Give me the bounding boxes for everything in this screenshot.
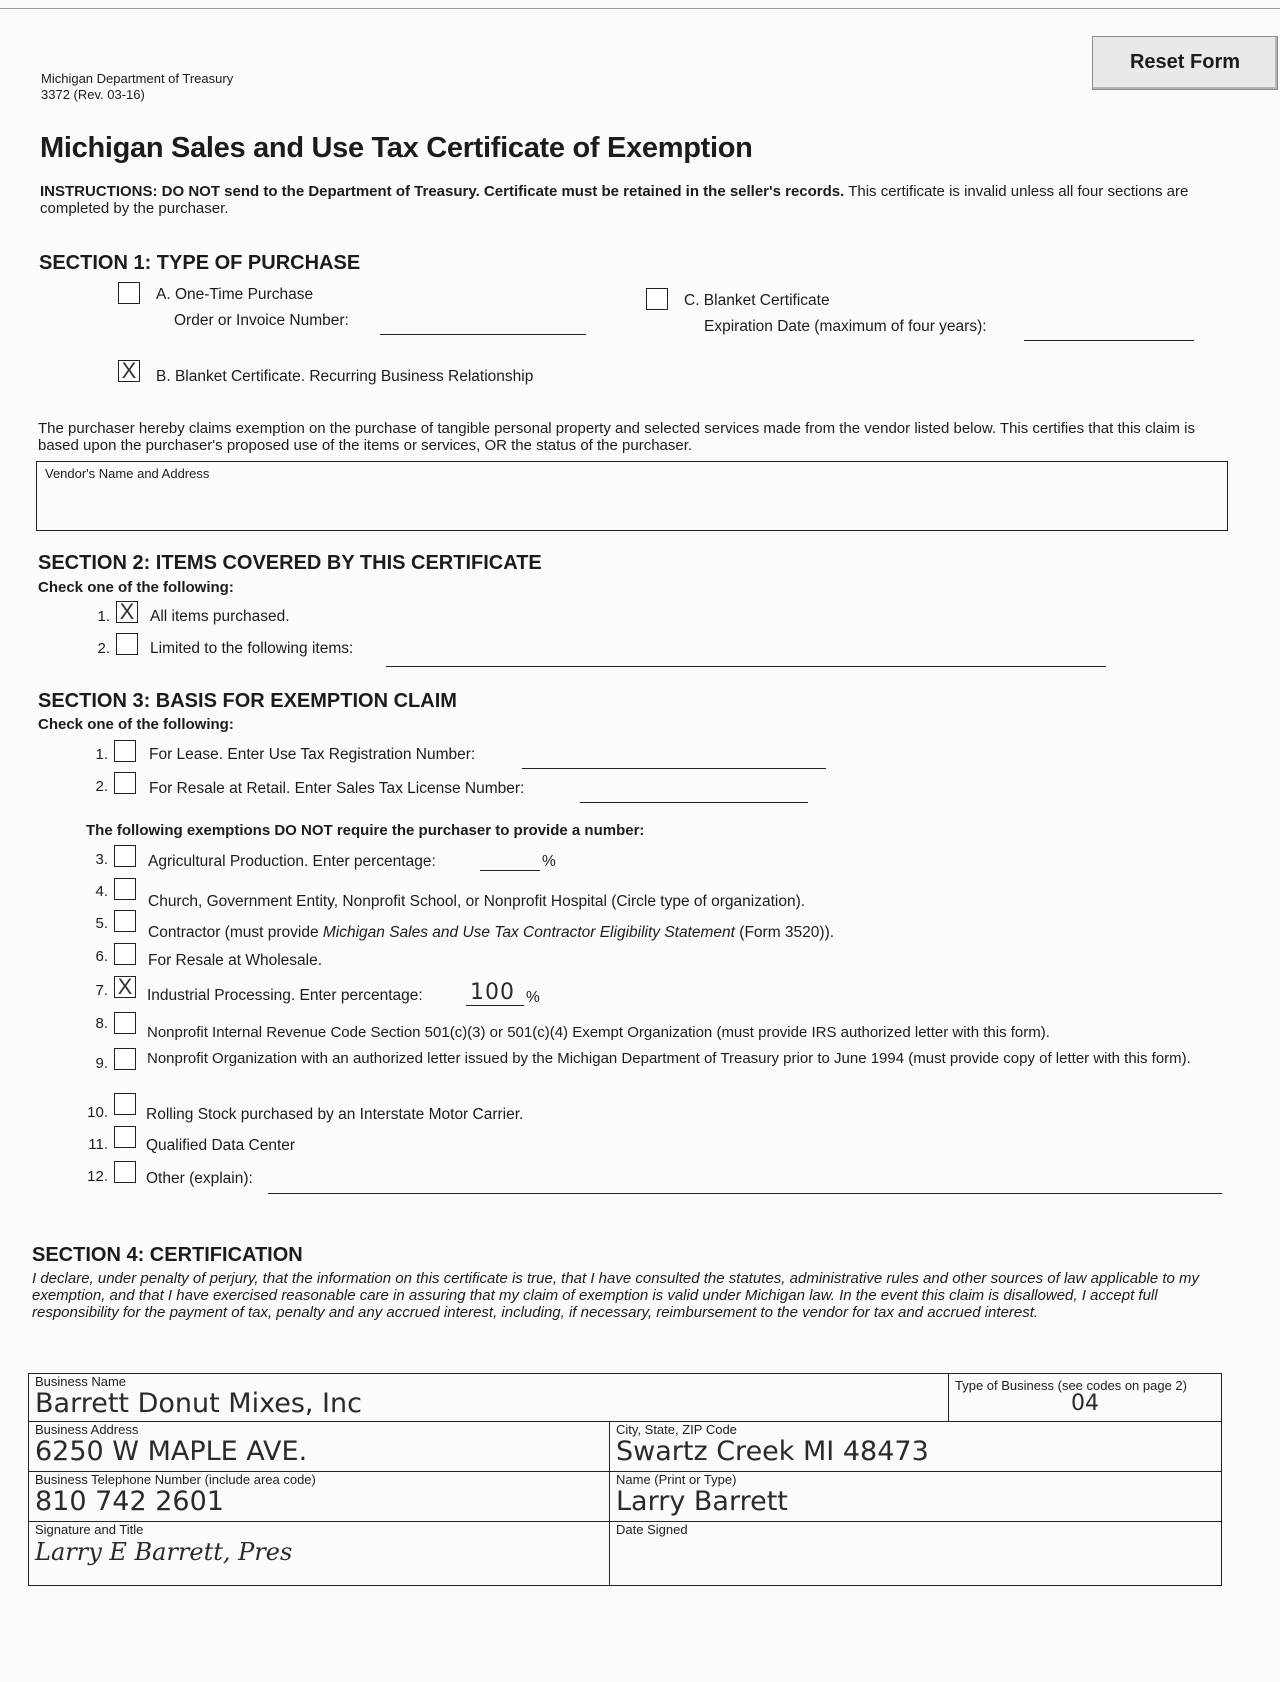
section2-item-number: 2. xyxy=(97,640,110,657)
section3-heading: SECTION 3: BASIS FOR EXEMPTION CLAIM xyxy=(38,690,457,712)
blanket-certificate-b-checkbox[interactable]: X xyxy=(118,360,140,382)
blanket-certificate-c-checkbox[interactable] xyxy=(646,288,668,310)
basis-number: 8. xyxy=(95,1015,108,1032)
business-name-cell[interactable] xyxy=(29,1374,949,1422)
basis-number: 10. xyxy=(87,1104,108,1121)
nonprofit-letter-label: Nonprofit Organization with an authorized letter issued by the Michigan Department of Treasury prior to June 1994 (must provide copy of letter with this form). xyxy=(147,1050,1191,1067)
industrial-percent-value: 100 xyxy=(470,980,515,1005)
basis-number: 5. xyxy=(95,915,108,932)
instructions-bold: INSTRUCTIONS: DO NOT send to the Department of Treasury. Certificate must be retained in the seller's records. xyxy=(40,183,845,200)
contractor-text: Contractor (must provide xyxy=(148,924,323,941)
all-items-checkbox[interactable]: X xyxy=(116,601,138,623)
business-name-value: Barrett Donut Mixes, Inc xyxy=(35,1388,362,1419)
other-checkbox[interactable] xyxy=(114,1161,136,1183)
printed-name-value: Larry Barrett xyxy=(616,1486,788,1517)
agricultural-checkbox[interactable] xyxy=(114,845,136,867)
agricultural-percent-field[interactable] xyxy=(480,870,540,871)
resale-wholesale-checkbox[interactable] xyxy=(114,943,136,965)
basis-number: 2. xyxy=(95,778,108,795)
basis-number: 9. xyxy=(95,1055,108,1072)
blanket-certificate-c-label: C. Blanket Certificate xyxy=(684,292,830,309)
business-name-label: Business Name xyxy=(35,1374,127,1389)
city-state-zip-label: City, State, ZIP Code xyxy=(616,1422,737,1437)
city-state-zip-cell[interactable] xyxy=(610,1422,1222,1472)
industrial-processing-checkbox[interactable]: X xyxy=(114,976,136,998)
limited-items-label: Limited to the following items: xyxy=(150,640,354,657)
church-government-checkbox[interactable] xyxy=(114,878,136,900)
section2-item-number: 1. xyxy=(97,608,110,625)
instructions xyxy=(40,183,1215,217)
section2-instruction: Check one of the following: xyxy=(38,579,234,596)
claim-text: The purchaser hereby claims exemption on the purchase of tangible personal property and selected services made from the vendor listed below. This certifies that this claim is based upon the purchaser's proposed use of the items or services, OR the status of the purchaser. xyxy=(38,420,1195,454)
form-title: Michigan Sales and Use Tax Certificate of Exemption xyxy=(40,132,753,164)
resale-wholesale-label: For Resale at Wholesale. xyxy=(148,952,323,969)
limited-items-checkbox[interactable] xyxy=(116,633,138,655)
basis-number: 7. xyxy=(95,982,108,999)
certification-table xyxy=(28,1373,1222,1586)
page-top-edge xyxy=(0,8,1280,9)
resale-retail-checkbox[interactable] xyxy=(114,772,136,794)
agricultural-label: Agricultural Production. Enter percentage: xyxy=(148,853,436,870)
printed-name-cell[interactable] xyxy=(610,1472,1222,1522)
no-number-note: The following exemptions DO NOT require the purchaser to provide a number: xyxy=(86,822,645,839)
telephone-value: 810 742 2601 xyxy=(35,1486,224,1517)
business-address-value: 6250 W MAPLE AVE. xyxy=(35,1436,308,1467)
form-number: 3372 (Rev. 03-16) xyxy=(41,87,145,102)
date-signed-label: Date Signed xyxy=(616,1522,688,1537)
contractor-label xyxy=(148,924,834,942)
use-tax-registration-field[interactable] xyxy=(522,768,826,769)
telephone-cell[interactable] xyxy=(29,1472,610,1522)
signature-value: Larry E Barrett, Pres xyxy=(35,1538,293,1566)
rolling-stock-label: Rolling Stock purchased by an Interstate Motor Carrier. xyxy=(146,1106,524,1123)
industrial-percent-sign: % xyxy=(526,989,540,1006)
vendor-label: Vendor's Name and Address xyxy=(45,466,210,481)
limited-items-field[interactable] xyxy=(386,666,1106,667)
certification-declaration: I declare, under penalty of perjury, that the information on this certificate is true, that I have consulted the statutes, administrative rules and other sources of law applicable to my exemption, and that I have exercised reasonable care in assuring that my claim of exemption is valid under Michigan law. In the event this claim is disallowed, I accept full responsibility for the payment of tax, penalty and any accrued interest, including, if necessary, reimbursement to the vendor for tax and accrued interest. xyxy=(32,1270,1200,1321)
instructions-rest: This certificate is invalid unless all four sections are completed by the purchaser. xyxy=(40,183,1189,217)
business-type-cell[interactable] xyxy=(949,1374,1222,1422)
basis-number: 3. xyxy=(95,851,108,868)
nonprofit-501c-label: Nonprofit Internal Revenue Code Section 501(c)(3) or 501(c)(4) Exempt Organization (must provide IRS authorized letter with this form). xyxy=(147,1024,1050,1041)
contractor-checkbox[interactable] xyxy=(114,910,136,932)
data-center-checkbox[interactable] xyxy=(114,1126,136,1148)
business-type-label: Type of Business (see codes on page 2) xyxy=(955,1378,1187,1393)
contractor-form-ref: (Form 3520)). xyxy=(734,924,835,941)
business-address-cell[interactable] xyxy=(29,1422,610,1472)
other-label: Other (explain): xyxy=(146,1170,253,1187)
nonprofit-501c-checkbox[interactable] xyxy=(114,1012,136,1034)
church-government-label: Church, Government Entity, Nonprofit School, or Nonprofit Hospital (Circle type of organization). xyxy=(148,893,806,910)
industrial-processing-label: Industrial Processing. Enter percentage: xyxy=(147,987,423,1004)
sales-tax-license-field[interactable] xyxy=(580,802,808,803)
nonprofit-letter-checkbox[interactable] xyxy=(114,1048,136,1070)
basis-number: 1. xyxy=(95,746,108,763)
expiration-date-label: Expiration Date (maximum of four years): xyxy=(704,318,987,335)
contractor-statement-title: Michigan Sales and Use Tax Contractor Eligibility Statement xyxy=(322,924,735,941)
for-lease-checkbox[interactable] xyxy=(114,740,136,762)
rolling-stock-checkbox[interactable] xyxy=(114,1093,136,1115)
section2-heading: SECTION 2: ITEMS COVERED BY THIS CERTIFICATE xyxy=(38,552,542,574)
signature-label: Signature and Title xyxy=(35,1522,144,1537)
business-address-label: Business Address xyxy=(35,1422,139,1437)
blanket-certificate-b-label: B. Blanket Certificate. Recurring Business Relationship xyxy=(156,368,534,385)
basis-number: 12. xyxy=(87,1168,108,1185)
order-number-field[interactable] xyxy=(380,334,586,335)
basis-number: 4. xyxy=(95,883,108,900)
date-signed-cell[interactable] xyxy=(610,1522,1222,1586)
basis-number: 11. xyxy=(88,1136,108,1153)
section4-heading: SECTION 4: CERTIFICATION xyxy=(32,1244,303,1266)
expiration-date-field[interactable] xyxy=(1024,340,1194,341)
resale-retail-label: For Resale at Retail. Enter Sales Tax License Number: xyxy=(149,780,525,797)
printed-name-label: Name (Print or Type) xyxy=(616,1472,737,1487)
all-items-label: All items purchased. xyxy=(150,608,290,625)
business-type-value: 04 xyxy=(1071,1391,1099,1416)
section3-instruction: Check one of the following: xyxy=(38,716,234,733)
telephone-label: Business Telephone Number (include area code) xyxy=(35,1472,316,1487)
order-number-label: Order or Invoice Number: xyxy=(174,312,349,329)
section1-heading: SECTION 1: TYPE OF PURCHASE xyxy=(39,252,361,274)
one-time-purchase-label: A. One-Time Purchase xyxy=(156,286,314,303)
signature-cell[interactable] xyxy=(29,1522,610,1586)
industrial-percent-field[interactable] xyxy=(466,1005,524,1006)
for-lease-label: For Lease. Enter Use Tax Registration Number: xyxy=(149,746,476,763)
agricultural-percent-sign: % xyxy=(542,853,556,870)
city-state-zip-value: Swartz Creek MI 48473 xyxy=(616,1436,929,1467)
basis-number: 6. xyxy=(95,948,108,965)
one-time-purchase-checkbox[interactable] xyxy=(118,282,140,304)
department-name: Michigan Department of Treasury xyxy=(41,71,234,86)
other-explain-field[interactable] xyxy=(268,1193,1222,1194)
reset-form-button[interactable]: Reset Form xyxy=(1092,36,1278,90)
data-center-label: Qualified Data Center xyxy=(146,1137,296,1154)
vendor-box[interactable] xyxy=(36,461,1228,531)
